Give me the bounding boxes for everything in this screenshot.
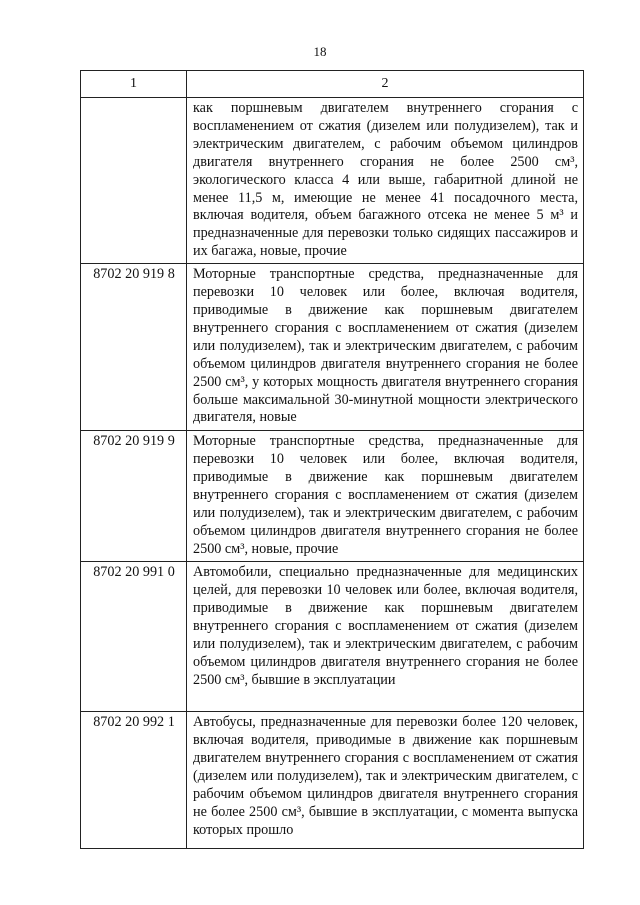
commodity-code-cell: 8702 20 992 1 — [81, 712, 187, 849]
commodity-description-cell — [187, 98, 584, 264]
tariff-code-table — [80, 70, 584, 849]
commodity-description-cell — [187, 712, 584, 849]
commodity-description-cell — [187, 431, 584, 562]
commodity-description: как поршневым двигателем внутреннего сгорания с воспламенением от сжатия (дизелем или полудизелем), так и электрическим двигателем, с рабочим объемом цилиндров двигателя внутреннего сгорания не более 2500 см³, экологического класса 4 или выше, габаритной длиной не менее 11,5 м, имеющие не менее 41 посадочного места, включая водителя, объем багажного отсека не менее 5 м³ и предназначенные для перевозки только сидящих пассажиров и их багажа, новые, прочие — [193, 100, 578, 260]
commodity-description: Моторные транспортные средства, предназначенные для перевозки 10 человек или более, включая водителя, приводимые в движение как поршневым двигателем внутреннего сгорания с воспламенением от сжатия (дизелем или полудизелем), так и электрическим двигателем, с рабочим объемом цилиндров двигателя внутреннего сгорания не более 2500 см³, у которых мощность двигателя внутреннего сгорания больше максимальной 30-минутной мощности электрического двигателя, новые — [193, 266, 578, 426]
table-header-row — [81, 71, 584, 98]
commodity-code-cell: 8702 20 919 9 — [81, 431, 187, 562]
commodity-code-cell — [81, 98, 187, 264]
page-number: 18 — [313, 44, 327, 59]
commodity-description: Моторные транспортные средства, предназначенные для перевозки 10 человек или более, включая водителя, приводимые в движение как поршневым двигателем внутреннего сгорания с воспламенением от сжатия (дизелем или полудизелем), так и электрическим двигателем, с рабочим объемом цилиндров двигателя внутреннего сгорания не более 2500 см³, новые, прочие — [193, 433, 578, 557]
commodity-description-cell — [187, 562, 584, 712]
table-row — [81, 264, 584, 431]
commodity-code-cell: 8702 20 919 8 — [81, 264, 187, 431]
table-row — [81, 712, 584, 849]
table-row — [81, 431, 584, 562]
column-header-2: 2 — [187, 71, 584, 98]
commodity-description-cell — [187, 264, 584, 431]
column-header-1: 1 — [81, 71, 187, 98]
commodity-description: Автобусы, предназначенные для перевозки более 120 человек, включая водителя, приводимые в движение как поршневым двигателем внутреннего сгорания с воспламенением от сжатия (дизелем или полудизелем), так и электрическим двигателем, с рабочим объемом цилиндров двигателя внутреннего сгорания не более 2500 см³, бывшие в эксплуатации, с момента выпуска которых прошло — [193, 714, 578, 838]
table-row — [81, 98, 584, 264]
commodity-code-cell: 8702 20 991 0 — [81, 562, 187, 712]
commodity-description: Автомобили, специально предназначенные для медицинских целей, для перевозки 10 человек или более, включая водителя, приводимые в движение как поршневым двигателем внутреннего сгорания с воспламенением от сжатия (дизелем или полудизелем), так и электрическим двигателем, с рабочим объемом цилиндров двигателя внутреннего сгорания не более 2500 см³, бывшие в эксплуатации — [193, 564, 578, 688]
table-row — [81, 562, 584, 712]
